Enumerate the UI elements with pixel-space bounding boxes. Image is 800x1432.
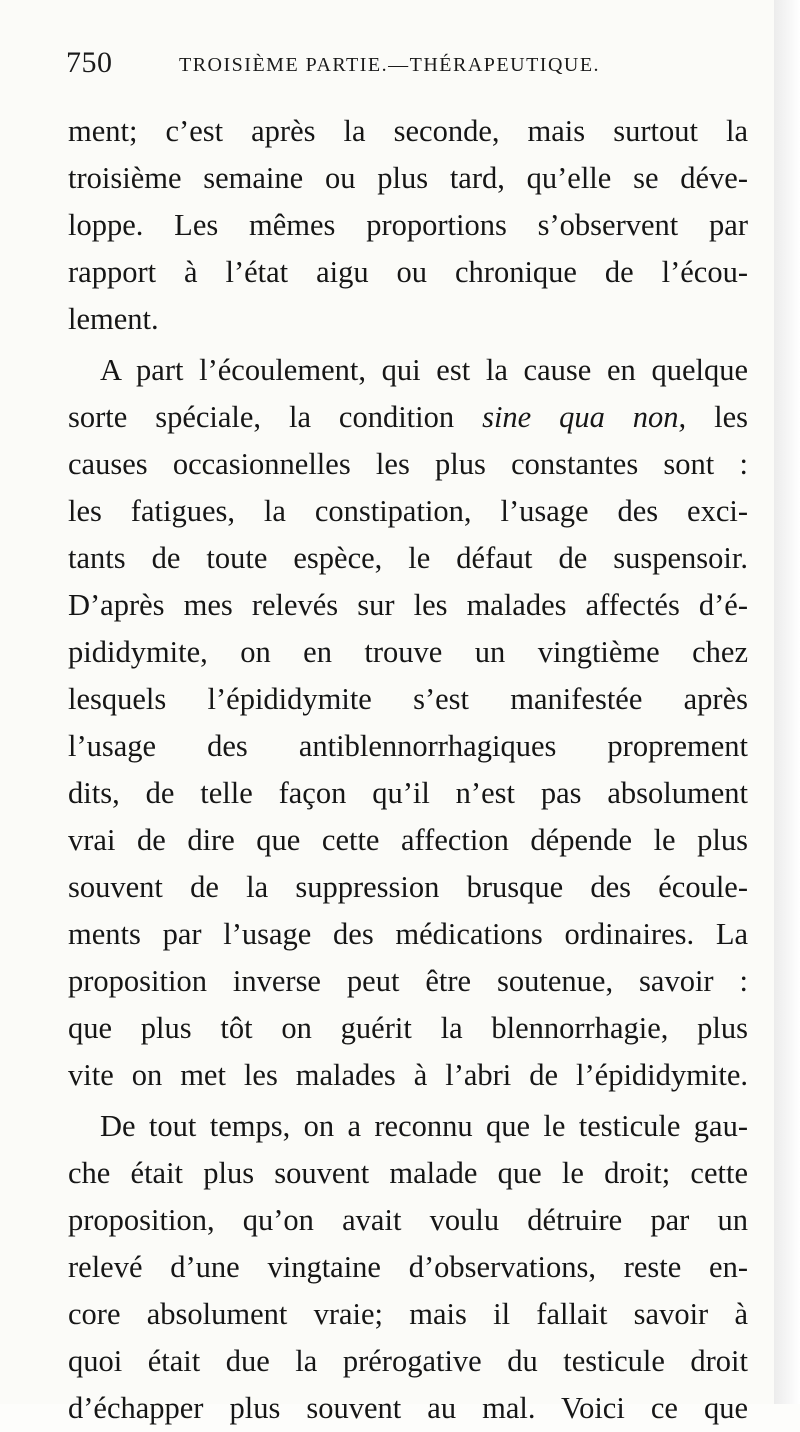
running-head: TROISIÈME PARTIE.—THÉRAPEUTIQUE.	[179, 54, 601, 76]
text-line: pididymite, on en trouve un vingtième chez	[68, 635, 748, 669]
text-line: ment; c’est après la seconde, mais surtout la	[68, 114, 748, 148]
text-line-with-latin	[68, 394, 748, 441]
text-line: lesquels l’épididymite s’est manifestée après	[68, 682, 748, 716]
text-line: souvent de la suppression brusque des écoule-	[68, 870, 748, 904]
text-line: lement.	[68, 302, 159, 336]
page-number: 750	[66, 46, 113, 79]
body-text	[68, 108, 748, 1432]
text-line: dits, de telle façon qu’il n’est pas absolument	[68, 776, 748, 810]
text-line: tants de toute espèce, le défaut de suspensoir.	[68, 541, 748, 575]
text-line: relevé d’une vingtaine d’observations, reste en-	[68, 1250, 748, 1284]
text-line: De tout temps, on a reconnu que le testicule gau-	[100, 1109, 748, 1143]
scan-edge	[774, 0, 800, 1404]
latin-phrase: sine qua non,	[482, 400, 687, 434]
text-line: A part l’écoulement, qui est la cause en quelque	[100, 353, 748, 387]
text-line: core absolument vraie; mais il fallait savoir à	[68, 1297, 748, 1331]
text-line: che était plus souvent malade que le droit; cette	[68, 1156, 748, 1190]
text-line: les fatigues, la constipation, l’usage des exci-	[68, 494, 748, 528]
text-line: vite on met les malades à l’abri de l’épididymite.	[68, 1058, 748, 1092]
text-line: loppe. Les mêmes proportions s’observent par	[68, 208, 748, 242]
text-line: rapport à l’état aigu ou chronique de l’écou-	[68, 255, 748, 289]
text-segment: les	[714, 400, 748, 434]
text-line: D’après mes relevés sur les malades affectés d’é-	[68, 588, 748, 622]
text-line: proposition, qu’on avait voulu détruire par un	[68, 1203, 748, 1237]
text-line: que plus tôt on guérit la blennorrhagie, plus	[68, 1011, 748, 1045]
text-line: causes occasionnelles les plus constantes sont :	[68, 447, 748, 481]
text-line: l’usage des antiblennorrhagiques proprement	[68, 729, 748, 763]
text-line: d’échapper plus souvent au mal. Voici ce que	[68, 1391, 748, 1425]
text-line: troisième semaine ou plus tard, qu’elle se déve-	[68, 161, 748, 195]
text-line: quoi était due la prérogative du testicule droit	[68, 1344, 748, 1378]
page-header	[66, 46, 746, 86]
text-line: proposition inverse peut être soutenue, savoir :	[68, 964, 748, 998]
text-line: ments par l’usage des médications ordinaires. La	[68, 917, 748, 951]
text-line: vrai de dire que cette affection dépende le plus	[68, 823, 748, 857]
text-segment: sorte spéciale, la condition	[68, 400, 455, 434]
